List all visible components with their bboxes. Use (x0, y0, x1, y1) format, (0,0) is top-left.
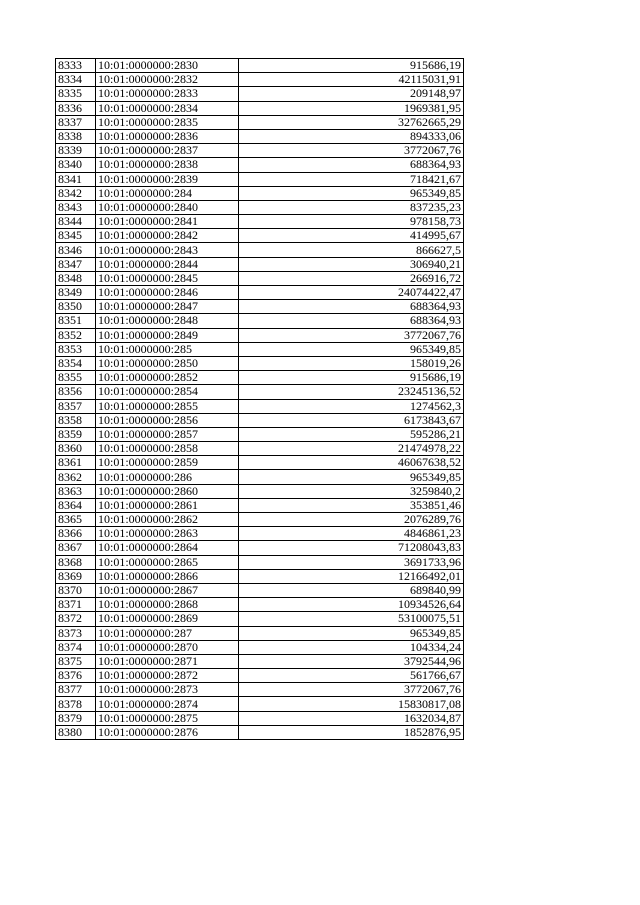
value-cell: 1852876,95 (239, 725, 464, 739)
row-number-cell: 8363 (56, 484, 96, 498)
table-row (56, 654, 464, 668)
value-cell: 12166492,01 (239, 569, 464, 583)
table-row (56, 73, 464, 87)
cadastral-number-cell: 10:01:0000000:2865 (96, 555, 239, 569)
table-row (56, 413, 464, 427)
cadastral-number-cell: 10:01:0000000:2835 (96, 115, 239, 129)
table-row (56, 513, 464, 527)
table-row (56, 328, 464, 342)
row-number-cell: 8352 (56, 328, 96, 342)
cadastral-number-cell: 10:01:0000000:2862 (96, 513, 239, 527)
row-number-cell: 8334 (56, 73, 96, 87)
table-row (56, 200, 464, 214)
value-cell: 24074422,47 (239, 286, 464, 300)
cadastral-number-cell: 10:01:0000000:2856 (96, 413, 239, 427)
row-number-cell: 8370 (56, 583, 96, 597)
value-cell: 42115031,91 (239, 73, 464, 87)
value-cell: 978158,73 (239, 215, 464, 229)
cadastral-number-cell: 10:01:0000000:284 (96, 186, 239, 200)
cadastral-number-cell: 10:01:0000000:2841 (96, 215, 239, 229)
cadastral-number-cell: 10:01:0000000:2843 (96, 243, 239, 257)
row-number-cell: 8357 (56, 399, 96, 413)
row-number-cell: 8367 (56, 541, 96, 555)
cadastral-number-cell: 10:01:0000000:2872 (96, 669, 239, 683)
table-body (56, 59, 464, 740)
value-cell: 1632034,87 (239, 711, 464, 725)
table-row (56, 711, 464, 725)
cadastral-number-cell: 10:01:0000000:2847 (96, 300, 239, 314)
value-cell: 1274562,3 (239, 399, 464, 413)
value-cell: 915686,19 (239, 59, 464, 73)
value-cell: 266916,72 (239, 271, 464, 285)
table-row (56, 342, 464, 356)
cadastral-number-cell: 10:01:0000000:2867 (96, 583, 239, 597)
value-cell: 965349,85 (239, 342, 464, 356)
cadastral-number-cell: 10:01:0000000:2838 (96, 158, 239, 172)
row-number-cell: 8351 (56, 314, 96, 328)
cadastral-number-cell: 10:01:0000000:2857 (96, 427, 239, 441)
table-row (56, 314, 464, 328)
value-cell: 32762665,29 (239, 115, 464, 129)
row-number-cell: 8369 (56, 569, 96, 583)
cadastral-number-cell: 10:01:0000000:2840 (96, 200, 239, 214)
cadastral-number-cell: 10:01:0000000:2875 (96, 711, 239, 725)
cadastral-number-cell: 10:01:0000000:2873 (96, 683, 239, 697)
cadastral-number-cell: 10:01:0000000:2852 (96, 371, 239, 385)
table-row (56, 356, 464, 370)
cadastral-number-cell: 10:01:0000000:2854 (96, 385, 239, 399)
value-cell: 688364,93 (239, 300, 464, 314)
row-number-cell: 8373 (56, 626, 96, 640)
row-number-cell: 8346 (56, 243, 96, 257)
cadastral-number-cell: 10:01:0000000:2863 (96, 527, 239, 541)
row-number-cell: 8364 (56, 498, 96, 512)
value-cell: 353851,46 (239, 498, 464, 512)
cadastral-number-cell: 10:01:0000000:2845 (96, 271, 239, 285)
row-number-cell: 8361 (56, 456, 96, 470)
row-number-cell: 8371 (56, 598, 96, 612)
table-row (56, 498, 464, 512)
cadastral-number-cell: 10:01:0000000:2836 (96, 129, 239, 143)
cadastral-number-cell: 10:01:0000000:2871 (96, 654, 239, 668)
table-row (56, 300, 464, 314)
value-cell: 6173843,67 (239, 413, 464, 427)
cadastral-number-cell: 10:01:0000000:2833 (96, 87, 239, 101)
table-row (56, 186, 464, 200)
cadastral-number-cell: 10:01:0000000:2855 (96, 399, 239, 413)
cadastral-number-cell: 10:01:0000000:2874 (96, 697, 239, 711)
value-cell: 561766,67 (239, 669, 464, 683)
value-cell: 3772067,76 (239, 683, 464, 697)
value-cell: 965349,85 (239, 470, 464, 484)
table-row (56, 569, 464, 583)
value-cell: 71208043,83 (239, 541, 464, 555)
row-number-cell: 8368 (56, 555, 96, 569)
row-number-cell: 8374 (56, 640, 96, 654)
row-number-cell: 8377 (56, 683, 96, 697)
cadastral-number-cell: 10:01:0000000:2844 (96, 257, 239, 271)
table-row (56, 399, 464, 413)
table-row (56, 257, 464, 271)
value-cell: 306940,21 (239, 257, 464, 271)
value-cell: 894333,06 (239, 129, 464, 143)
row-number-cell: 8350 (56, 300, 96, 314)
table-row (56, 583, 464, 597)
cadastral-number-cell: 10:01:0000000:2846 (96, 286, 239, 300)
cadastral-number-cell: 10:01:0000000:286 (96, 470, 239, 484)
table-row (56, 669, 464, 683)
cadastral-number-cell: 10:01:0000000:2864 (96, 541, 239, 555)
row-number-cell: 8336 (56, 101, 96, 115)
table-row (56, 442, 464, 456)
value-cell: 3772067,76 (239, 144, 464, 158)
cadastral-number-cell: 10:01:0000000:2834 (96, 101, 239, 115)
value-cell: 1969381,95 (239, 101, 464, 115)
row-number-cell: 8348 (56, 271, 96, 285)
value-cell: 4846861,23 (239, 527, 464, 541)
value-cell: 414995,67 (239, 229, 464, 243)
table-row (56, 527, 464, 541)
row-number-cell: 8378 (56, 697, 96, 711)
value-cell: 2076289,76 (239, 513, 464, 527)
row-number-cell: 8342 (56, 186, 96, 200)
cadastral-number-cell: 10:01:0000000:2848 (96, 314, 239, 328)
row-number-cell: 8356 (56, 385, 96, 399)
row-number-cell: 8379 (56, 711, 96, 725)
table-row (56, 683, 464, 697)
cadastral-number-cell: 10:01:0000000:2849 (96, 328, 239, 342)
cadastral-number-cell: 10:01:0000000:2861 (96, 498, 239, 512)
value-cell: 10934526,64 (239, 598, 464, 612)
cadastral-number-cell: 10:01:0000000:2870 (96, 640, 239, 654)
table-row (56, 87, 464, 101)
row-number-cell: 8349 (56, 286, 96, 300)
row-number-cell: 8338 (56, 129, 96, 143)
cadastral-number-cell: 10:01:0000000:2869 (96, 612, 239, 626)
cadastral-number-cell: 10:01:0000000:2860 (96, 484, 239, 498)
row-number-cell: 8341 (56, 172, 96, 186)
table-row (56, 598, 464, 612)
row-number-cell: 8355 (56, 371, 96, 385)
row-number-cell: 8354 (56, 356, 96, 370)
row-number-cell: 8375 (56, 654, 96, 668)
cadastral-value-table (55, 58, 464, 740)
table-row (56, 697, 464, 711)
value-cell: 965349,85 (239, 186, 464, 200)
cadastral-number-cell: 10:01:0000000:285 (96, 342, 239, 356)
value-cell: 23245136,52 (239, 385, 464, 399)
cadastral-number-cell: 10:01:0000000:2839 (96, 172, 239, 186)
table-row (56, 484, 464, 498)
table-row (56, 555, 464, 569)
row-number-cell: 8358 (56, 413, 96, 427)
table-row (56, 626, 464, 640)
cadastral-number-cell: 10:01:0000000:2850 (96, 356, 239, 370)
row-number-cell: 8347 (56, 257, 96, 271)
row-number-cell: 8359 (56, 427, 96, 441)
cadastral-number-cell: 10:01:0000000:2842 (96, 229, 239, 243)
table-row (56, 371, 464, 385)
value-cell: 3259840,2 (239, 484, 464, 498)
value-cell: 209148,97 (239, 87, 464, 101)
row-number-cell: 8360 (56, 442, 96, 456)
cadastral-number-cell: 10:01:0000000:2876 (96, 725, 239, 739)
value-cell: 866627,5 (239, 243, 464, 257)
table-row (56, 640, 464, 654)
value-cell: 46067638,52 (239, 456, 464, 470)
row-number-cell: 8376 (56, 669, 96, 683)
table-row (56, 470, 464, 484)
table-row (56, 725, 464, 739)
row-number-cell: 8345 (56, 229, 96, 243)
row-number-cell: 8333 (56, 59, 96, 73)
value-cell: 3792544,96 (239, 654, 464, 668)
table-row (56, 172, 464, 186)
value-cell: 915686,19 (239, 371, 464, 385)
cadastral-number-cell: 10:01:0000000:2866 (96, 569, 239, 583)
cadastral-number-cell: 10:01:0000000:2858 (96, 442, 239, 456)
table-row (56, 541, 464, 555)
cadastral-number-cell: 10:01:0000000:2859 (96, 456, 239, 470)
table-row (56, 158, 464, 172)
value-cell: 689840,99 (239, 583, 464, 597)
row-number-cell: 8335 (56, 87, 96, 101)
value-cell: 3691733,96 (239, 555, 464, 569)
cadastral-number-cell: 10:01:0000000:2832 (96, 73, 239, 87)
value-cell: 158019,26 (239, 356, 464, 370)
value-cell: 21474978,22 (239, 442, 464, 456)
table-row (56, 59, 464, 73)
cadastral-number-cell: 10:01:0000000:2868 (96, 598, 239, 612)
cadastral-number-cell: 10:01:0000000:287 (96, 626, 239, 640)
value-cell: 965349,85 (239, 626, 464, 640)
value-cell: 718421,67 (239, 172, 464, 186)
table-row (56, 456, 464, 470)
row-number-cell: 8372 (56, 612, 96, 626)
row-number-cell: 8343 (56, 200, 96, 214)
table-row (56, 101, 464, 115)
value-cell: 104334,24 (239, 640, 464, 654)
value-cell: 15830817,08 (239, 697, 464, 711)
value-cell: 53100075,51 (239, 612, 464, 626)
table-row (56, 129, 464, 143)
value-cell: 688364,93 (239, 314, 464, 328)
row-number-cell: 8344 (56, 215, 96, 229)
table-row (56, 243, 464, 257)
value-cell: 688364,93 (239, 158, 464, 172)
row-number-cell: 8366 (56, 527, 96, 541)
row-number-cell: 8353 (56, 342, 96, 356)
table-row (56, 612, 464, 626)
table-row (56, 385, 464, 399)
cadastral-number-cell: 10:01:0000000:2830 (96, 59, 239, 73)
table-row (56, 271, 464, 285)
value-cell: 3772067,76 (239, 328, 464, 342)
table-row (56, 427, 464, 441)
row-number-cell: 8340 (56, 158, 96, 172)
table-row (56, 286, 464, 300)
table-row (56, 215, 464, 229)
row-number-cell: 8337 (56, 115, 96, 129)
row-number-cell: 8380 (56, 725, 96, 739)
value-cell: 595286,21 (239, 427, 464, 441)
table-row (56, 115, 464, 129)
row-number-cell: 8339 (56, 144, 96, 158)
value-cell: 837235,23 (239, 200, 464, 214)
table-row (56, 229, 464, 243)
table-row (56, 144, 464, 158)
row-number-cell: 8365 (56, 513, 96, 527)
cadastral-number-cell: 10:01:0000000:2837 (96, 144, 239, 158)
row-number-cell: 8362 (56, 470, 96, 484)
